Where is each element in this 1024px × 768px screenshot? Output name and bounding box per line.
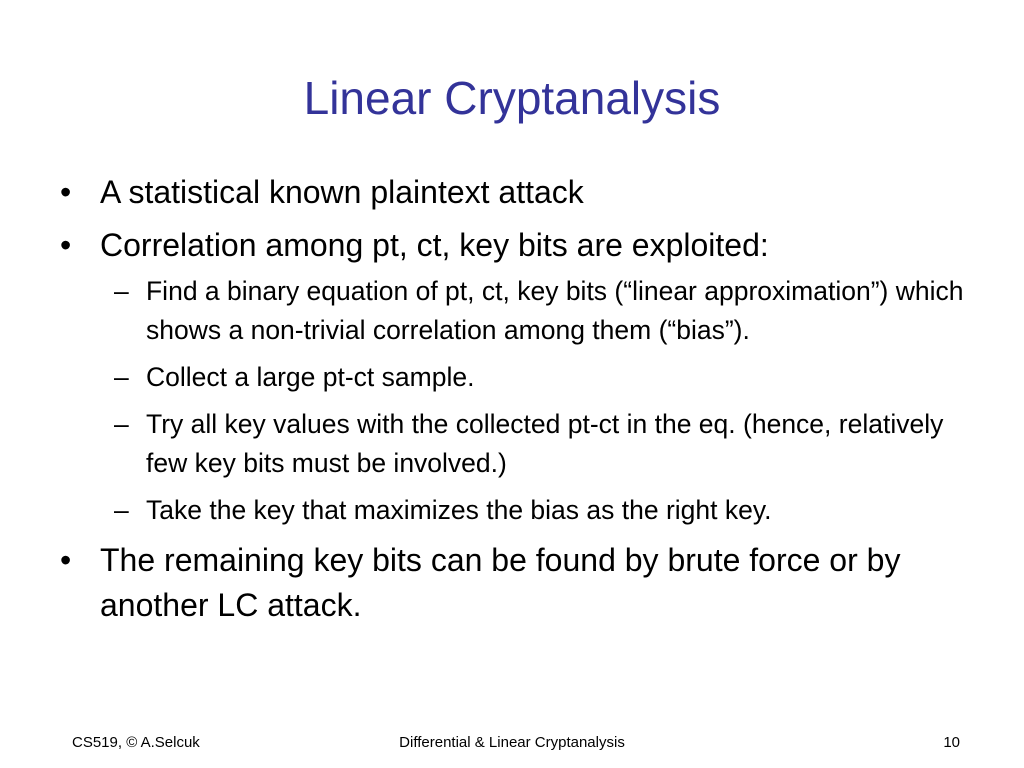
sub-bullet-item: [106, 358, 970, 397]
slide-content: [60, 170, 970, 636]
slide-footer: [0, 734, 1024, 754]
sub-bullet-item: [106, 405, 970, 483]
sub-bullet-item: [106, 491, 970, 530]
sub-bullet-marker: –: [114, 495, 129, 525]
footer-author: CS519, © A.Selcuk: [72, 734, 200, 751]
sub-bullet-list: [60, 272, 970, 530]
bullet-text: The remaining key bits can be found by brute force or by another LC attack.: [100, 542, 901, 623]
bullet-marker: •: [60, 227, 72, 263]
sub-bullet-text: Find a binary equation of pt, ct, key bits (“linear approximation”) which shows a non-trivial correlation among them (“bias”).: [146, 276, 964, 345]
bullet-text: Correlation among pt, ct, key bits are exploited:: [100, 227, 769, 263]
bullet-marker: •: [60, 174, 72, 210]
sub-bullet-marker: –: [114, 409, 129, 439]
sub-bullet-text: Take the key that maximizes the bias as the right key.: [146, 495, 772, 525]
slide-number: 10: [943, 734, 960, 751]
bullet-marker: •: [60, 542, 72, 578]
sub-bullet-marker: –: [114, 276, 129, 306]
slide-title: Linear Cryptanalysis: [303, 72, 721, 124]
sub-bullet-item: [106, 272, 970, 350]
bullet-item: [60, 223, 970, 268]
sub-bullet-text: Collect a large pt-ct sample.: [146, 362, 475, 392]
sub-bullet-marker: –: [114, 362, 129, 392]
sub-bullet-text: Try all key values with the collected pt-ct in the eq. (hence, relatively few key bits must be involved.): [146, 409, 944, 478]
footer-course-title: Differential & Linear Cryptanalysis: [399, 734, 625, 751]
bullet-text: A statistical known plaintext attack: [100, 174, 584, 210]
bullet-item: [60, 538, 970, 628]
bullet-item: [60, 170, 970, 215]
